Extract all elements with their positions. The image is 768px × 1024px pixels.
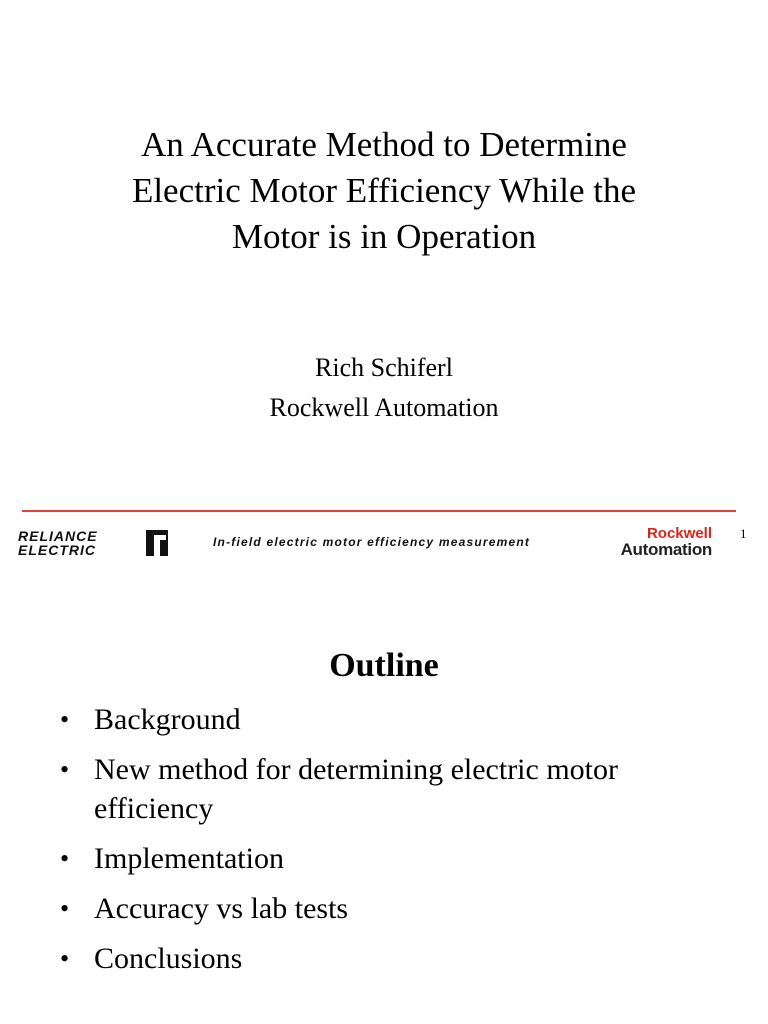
footer-divider xyxy=(22,510,736,512)
title-line: Electric Motor Efficiency While the xyxy=(131,171,637,210)
logo-text-line: RELIANCE xyxy=(18,528,98,544)
list-item-text: New method for determining electric motor efficiency xyxy=(94,753,618,825)
author-block xyxy=(0,348,768,428)
outline-title: Outline xyxy=(329,647,439,684)
bullet-icon: • xyxy=(60,705,70,734)
list-item xyxy=(60,889,740,928)
rockwell-automation-logo xyxy=(588,526,712,558)
list-item-text: Background xyxy=(94,703,241,736)
list-item xyxy=(60,839,740,878)
outline-list xyxy=(60,700,740,989)
list-item xyxy=(60,750,740,828)
list-item-text: Implementation xyxy=(94,842,284,875)
list-item-text: Conclusions xyxy=(94,942,243,975)
bullet-icon: • xyxy=(60,755,70,784)
slide-2 xyxy=(0,600,768,1024)
footer-caption: In-field electric motor efficiency measurement xyxy=(213,535,531,549)
bullet-icon: • xyxy=(60,944,70,973)
reliance-electric-logo xyxy=(18,529,163,561)
logo-text-line: Automation xyxy=(620,540,712,559)
author-name: Rich Schiferl xyxy=(315,353,453,382)
reliance-mark-icon xyxy=(146,529,178,557)
bullet-icon: • xyxy=(60,894,70,923)
logo-text-line: ELECTRIC xyxy=(18,542,96,558)
bullet-icon: • xyxy=(60,844,70,873)
logo-text-line: Rockwell xyxy=(646,525,712,542)
list-item xyxy=(60,700,740,739)
title-line: An Accurate Method to Determine xyxy=(141,125,627,164)
slide-title xyxy=(40,122,728,260)
author-organization: Rockwell Automation xyxy=(269,393,499,422)
list-item-text: Accuracy vs lab tests xyxy=(94,892,349,925)
page-number: 1 xyxy=(740,526,747,541)
title-line: Motor is in Operation xyxy=(231,217,537,256)
list-item xyxy=(60,939,740,978)
